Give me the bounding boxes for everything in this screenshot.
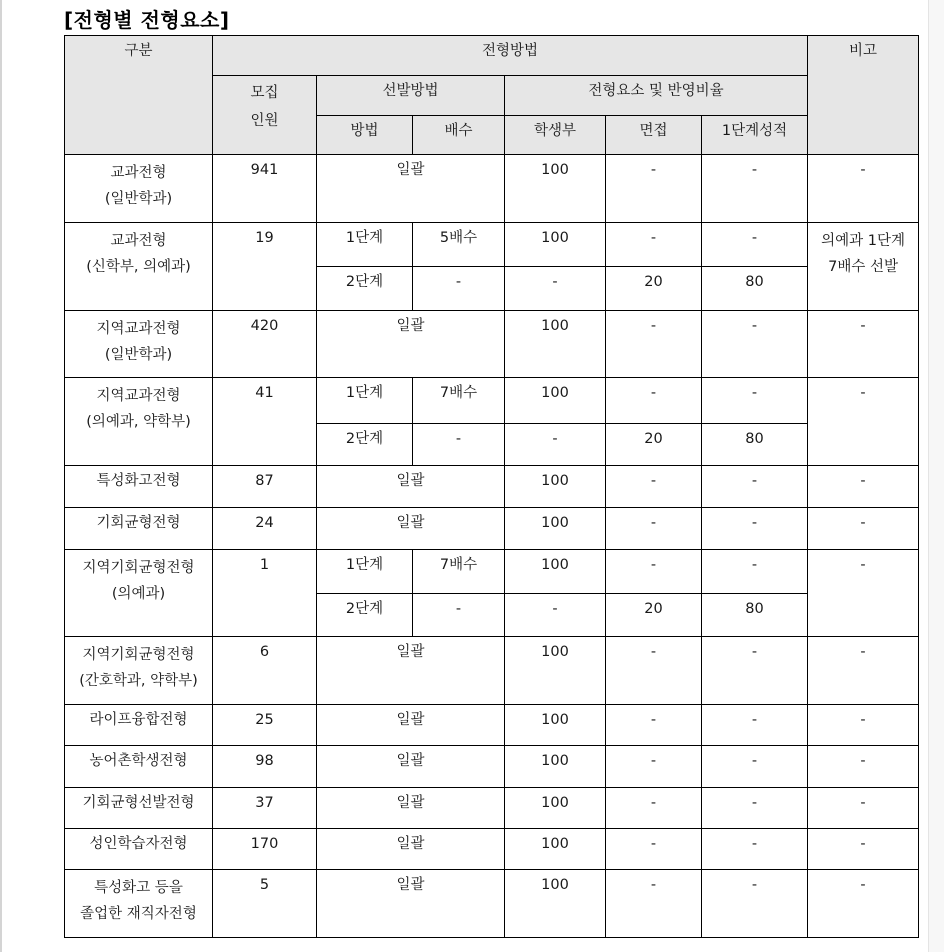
row-stage-record: 100 [505,550,606,594]
header-row-1 [65,36,919,76]
row-stage-stage1: - [702,550,808,594]
row-stage-record: - [505,267,606,311]
row-record: 100 [505,155,606,223]
row-count: 25 [213,705,317,746]
table-row [65,746,919,788]
row-count: 170 [213,829,317,870]
header-method: 방법 [317,116,413,155]
row-stage-multiple: - [413,267,505,311]
row-category: 농어촌학생전형 [65,746,213,788]
row-record: 100 [505,829,606,870]
table-row [65,155,919,223]
header-stage1-score: 1단계성적 [702,116,808,155]
row-record: 100 [505,311,606,378]
row-stage-method: 1단계 [317,223,413,267]
table-row [65,466,919,508]
row-method: 일괄 [317,155,505,223]
table-row [65,311,919,378]
row-stage-record: 100 [505,223,606,267]
row-stage-interview: - [606,378,702,424]
row-count: 24 [213,508,317,550]
row-category: 지역기회균형전형 (의예과) [65,550,213,637]
row-remarks: 의예과 1단계 7배수 선발 [808,223,919,311]
page-left-edge [0,0,2,952]
row-remarks: - [808,508,919,550]
row-stage-multiple: 5배수 [413,223,505,267]
row-remarks: - [808,155,919,223]
row-stage1: - [702,637,808,705]
row-stage1: - [702,705,808,746]
table-row [65,829,919,870]
row-method: 일괄 [317,746,505,788]
row-count: 41 [213,378,317,466]
row-stage1: - [702,870,808,938]
table-row [65,378,919,424]
row-record: 100 [505,746,606,788]
row-remarks: - [808,705,919,746]
row-category: 특성화고 등을 졸업한 재직자전형 [65,870,213,938]
table-row [65,223,919,267]
row-stage-record: - [505,594,606,637]
row-method: 일괄 [317,508,505,550]
row-count: 6 [213,637,317,705]
row-method: 일괄 [317,829,505,870]
table-row [65,508,919,550]
row-method: 일괄 [317,788,505,829]
row-stage-stage1: - [702,378,808,424]
row-record: 100 [505,788,606,829]
row-stage1: - [702,466,808,508]
row-interview: - [606,311,702,378]
row-stage-interview: 20 [606,424,702,466]
header-recruit-count: 모집 인원 [213,76,317,155]
row-interview: - [606,829,702,870]
row-interview: - [606,870,702,938]
row-stage1: - [702,508,808,550]
row-interview: - [606,466,702,508]
row-stage-interview: 20 [606,594,702,637]
header-selection-method: 선발방법 [317,76,505,116]
row-remarks: - [808,870,919,938]
row-remarks: - [808,637,919,705]
row-category: 성인학습자전형 [65,829,213,870]
row-stage1: - [702,746,808,788]
row-stage-method: 2단계 [317,594,413,637]
row-stage-interview: 20 [606,267,702,311]
header-method-group: 전형방법 [213,36,808,76]
row-method: 일괄 [317,870,505,938]
row-remarks: - [808,466,919,508]
row-method: 일괄 [317,637,505,705]
row-stage-method: 2단계 [317,267,413,311]
row-stage-record: - [505,424,606,466]
row-interview: - [606,637,702,705]
row-category: 교과전형 (일반학과) [65,155,213,223]
row-stage-multiple: - [413,424,505,466]
table-row [65,788,919,829]
page-title: [전형별 전형요소] [64,8,230,32]
row-remarks: - [808,788,919,829]
row-remarks: - [808,746,919,788]
row-interview: - [606,705,702,746]
row-stage-record: 100 [505,378,606,424]
row-count: 420 [213,311,317,378]
row-stage-interview: - [606,550,702,594]
row-category: 특성화고전형 [65,466,213,508]
header-category: 구분 [65,36,213,155]
row-stage1: - [702,155,808,223]
row-record: 100 [505,466,606,508]
row-interview: - [606,746,702,788]
row-stage-method: 2단계 [317,424,413,466]
row-stage-multiple: - [413,594,505,637]
row-record: 100 [505,705,606,746]
row-stage1: - [702,829,808,870]
row-count: 941 [213,155,317,223]
row-stage1: - [702,311,808,378]
header-multiple: 배수 [413,116,505,155]
row-remarks: - [808,550,919,637]
row-stage-multiple: 7배수 [413,550,505,594]
row-count: 19 [213,223,317,311]
header-elements-ratio: 전형요소 및 반영비율 [505,76,808,116]
row-count: 1 [213,550,317,637]
row-category: 기회균형선발전형 [65,788,213,829]
row-category: 지역기회균형전형 (간호학과, 약학부) [65,637,213,705]
row-stage-stage1: - [702,223,808,267]
row-stage-stage1: 80 [702,267,808,311]
row-stage-method: 1단계 [317,550,413,594]
row-count: 5 [213,870,317,938]
table-row [65,637,919,705]
row-method: 일괄 [317,705,505,746]
row-record: 100 [505,637,606,705]
row-stage-interview: - [606,223,702,267]
row-stage1: - [702,788,808,829]
row-stage-method: 1단계 [317,378,413,424]
row-method: 일괄 [317,466,505,508]
row-record: 100 [505,508,606,550]
page-right-gutter [928,0,944,952]
admission-elements-table [64,35,919,938]
header-remarks: 비고 [808,36,919,155]
row-remarks: - [808,311,919,378]
row-remarks: - [808,829,919,870]
row-count: 37 [213,788,317,829]
table-row [65,550,919,594]
row-interview: - [606,508,702,550]
row-category: 지역교과전형 (의예과, 약학부) [65,378,213,466]
row-interview: - [606,788,702,829]
row-interview: - [606,155,702,223]
row-category: 지역교과전형 (일반학과) [65,311,213,378]
table-row [65,870,919,938]
header-interview: 면접 [606,116,702,155]
header-record: 학생부 [505,116,606,155]
row-method: 일괄 [317,311,505,378]
row-category: 교과전형 (신학부, 의예과) [65,223,213,311]
row-remarks: - [808,378,919,466]
row-category: 기회균형전형 [65,508,213,550]
row-count: 98 [213,746,317,788]
row-stage-multiple: 7배수 [413,378,505,424]
row-stage-stage1: 80 [702,594,808,637]
row-category: 라이프융합전형 [65,705,213,746]
row-stage-stage1: 80 [702,424,808,466]
table-row [65,705,919,746]
row-count: 87 [213,466,317,508]
row-record: 100 [505,870,606,938]
